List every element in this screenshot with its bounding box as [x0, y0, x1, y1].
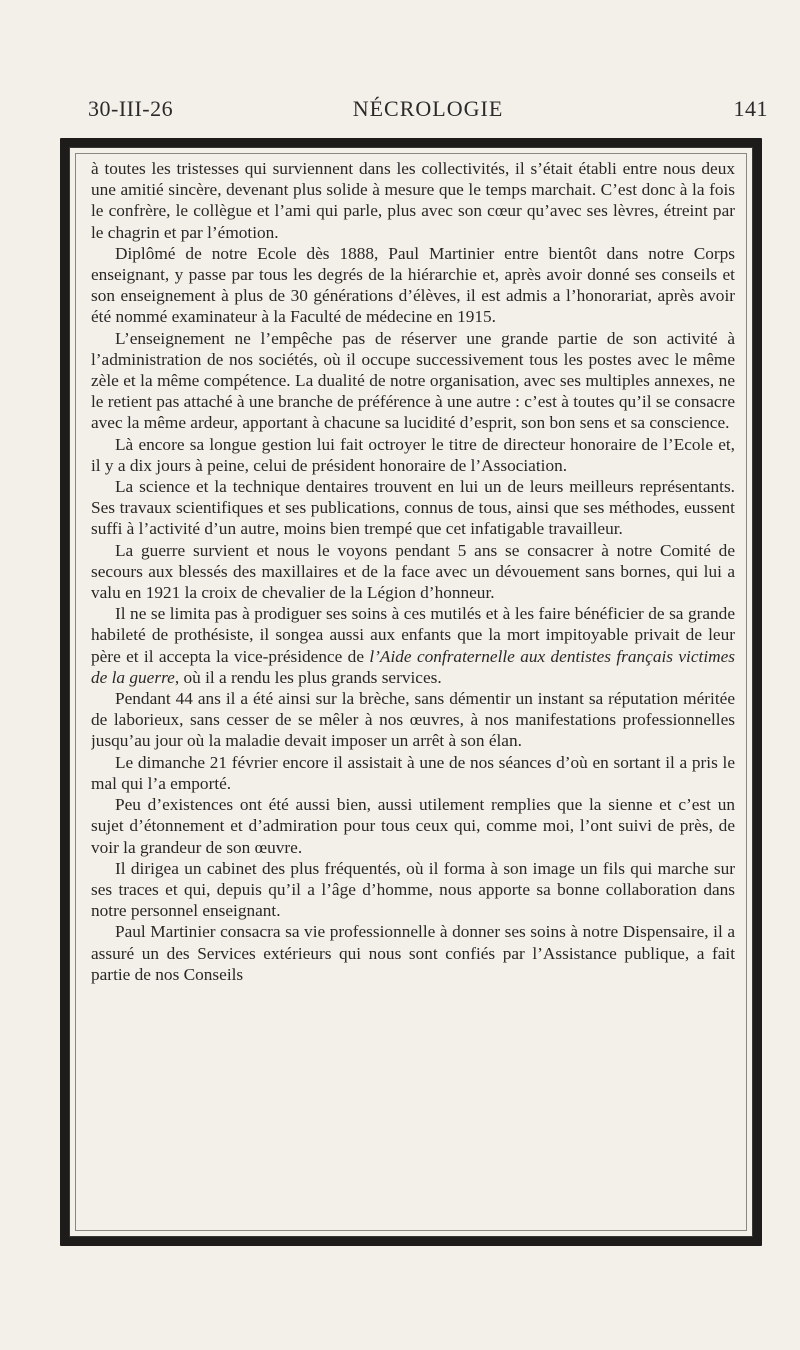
paragraph: Il dirigea un cabinet des plus fréquentés, où il forma à son image un fils qui marche sur ses traces et qui, depuis qu’il a l’âge d’homme, nous apporte sa bonne collaboration dans notre personnel enseignant.: [91, 858, 735, 921]
paragraph: Peu d’existences ont été aussi bien, aussi utilement remplies que la sienne et c’est un sujet d’étonnement et d’admiration pour tous ceux qui, comme moi, l’ont suivi de près, de voir la grandeur de son œuvre.: [91, 795, 735, 857]
organization-name: l’Aide confraternelle aux dentistes français victimes de la guerre: [91, 646, 735, 687]
paragraph: Pendant 44 ans il a été ainsi sur la brèche, sans démentir un instant sa réputation méritée de laborieux, sans cesser de se mêler à nos œuvres, à nos manifestations professionnelles jusqu’au jour où la maladie devait imposer un arrêt à son élan.: [91, 689, 735, 751]
paragraph: L’enseignement ne l’empêche pas de réserver une grande partie de son activité à l’administration de nos sociétés, où il occupe successivement tous les postes avec le même zèle et la même compétence. La dualité de notre organisation, avec ses multiples annexes, ne le retient pas attaché à une branche de préférence à une autre : c’est à toutes qu’il se consacre avec la même ardeur, apportant à chacune sa lucidité d’esprit, son bon sens et sa conscience.: [91, 328, 735, 433]
paragraph: [91, 603, 735, 688]
issue-date: 30-III-26: [88, 96, 174, 121]
paragraph-text: , où il a rendu les plus grands services.: [174, 667, 442, 687]
obituary-text: [91, 158, 735, 1222]
paragraph-text: Il ne se limita pas à prodiguer ses soins à ces mutilés et à les faire bénéficier de sa grande habileté de prothésiste, il songea aussi aux enfants que la mort impitoyable privait de leur père et il accepta la vice-présidence de: [91, 604, 735, 666]
section-title: NÉCROLOGIE: [352, 96, 504, 121]
page-number: 141: [733, 96, 768, 121]
paragraph: Le dimanche 21 février encore il assistait à une de nos séances d’où en sortant il a pris le mal qui l’a emporté.: [91, 752, 735, 793]
paragraph: Diplômé de notre Ecole dès 1888, Paul Martinier entre bientôt dans notre Corps enseignant, y passe par tous les degrés de la hiérarchie et, après avoir donné ses conseils et son enseignement à plus de 30 générations d’élèves, il est admis a l’honorariat, après avoir été nommé examinateur à la Faculté de médecine en 1915.: [91, 243, 735, 327]
paragraph: Là encore sa longue gestion lui fait octroyer le titre de directeur honoraire de l’Ecole et, il y a dix jours à peine, celui de président honoraire de l’Association.: [91, 434, 735, 475]
paragraph: La science et la technique dentaires trouvent en lui un de leurs meilleurs représentants. Ses travaux scientifiques et ses publications, connus de tous, ainsi que ses méthodes, eussent suffi à l’activité d’un autre, moins bien trempé que cet infatigable travailleur.: [91, 477, 735, 539]
paragraph: La guerre survient et nous le voyons pendant 5 ans se consacrer à notre Comité de secours aux blessés des maxillaires et de la face avec un dévouement sans bornes, qui lui a valu en 1921 la croix de chevalier de la Légion d’honneur.: [91, 540, 735, 603]
paragraph: Paul Martinier consacra sa vie professionnelle à donner ses soins à notre Dispensaire, il a assuré un des Services extérieurs qui nous sont confiés par l’Assistance publique, a fait partie de nos Conseils: [91, 922, 735, 984]
paragraph: à toutes les tristesses qui surviennent dans les collectivités, il s’était établi entre nous deux une amitié sincère, devenant plus solide à mesure que le temps marchait. C’est donc à la fois le confrère, le collègue et l’ami qui parle, plus avec son cœur qu’avec ses lèvres, étreint par le chagrin et par l’émotion.: [91, 159, 735, 242]
running-head: [88, 96, 768, 126]
